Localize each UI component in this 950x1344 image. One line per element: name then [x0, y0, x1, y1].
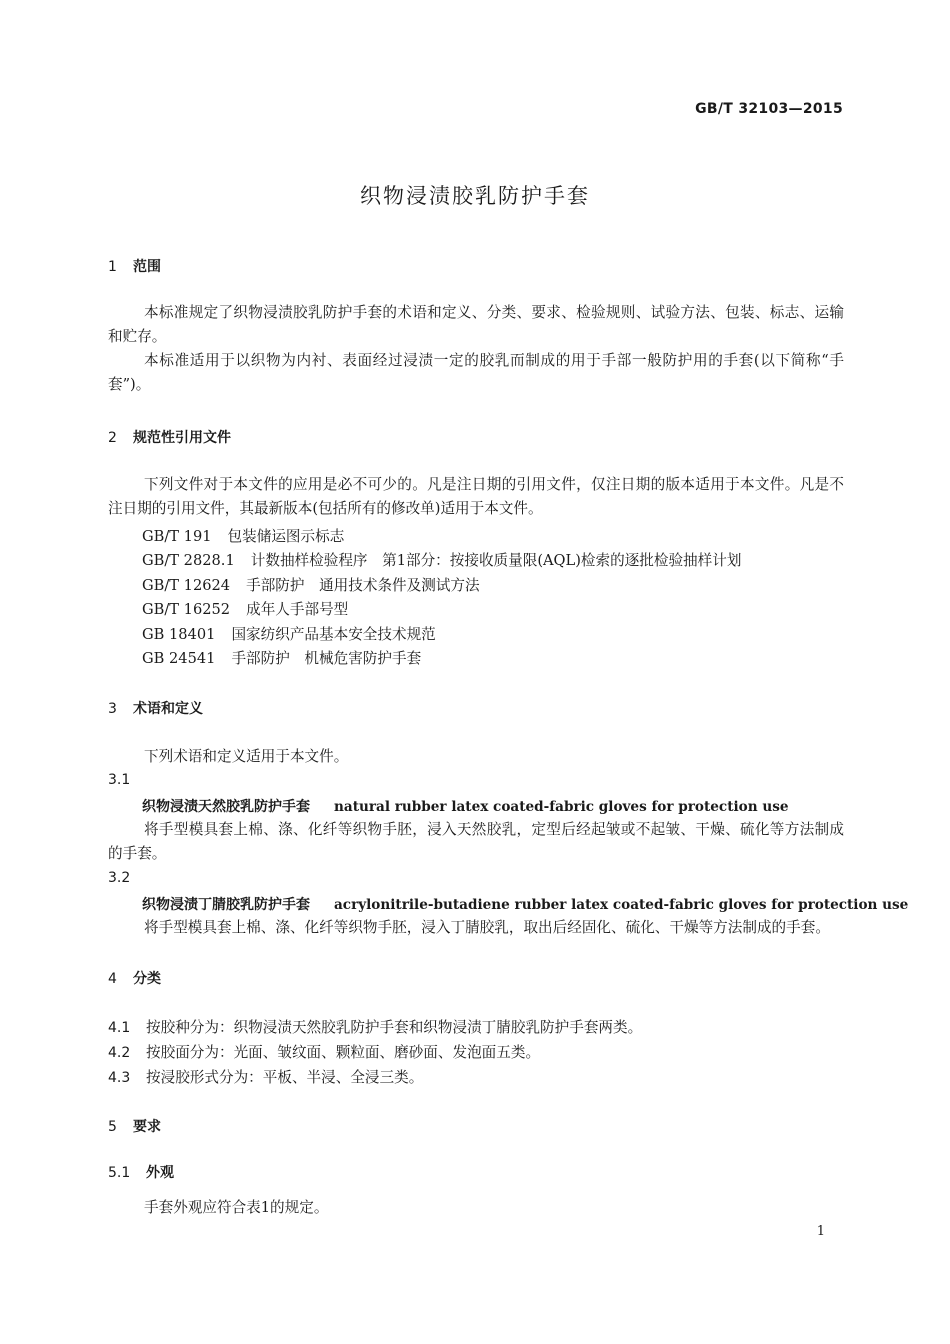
classification-item — [108, 1016, 642, 1037]
paragraph: 本标准规定了织物浸渍胶乳防护手套的术语和定义、分类、要求、检验规则、试验方法、包装、标志、运输和贮存。 — [108, 304, 844, 345]
document-title: 织物浸渍胶乳防护手套 — [360, 184, 590, 208]
section-title: 要求 — [133, 1119, 161, 1135]
term-entry — [142, 894, 908, 914]
section-3-heading — [108, 698, 203, 718]
term-chinese: 织物浸渍丁腈胶乳防护手套 — [142, 897, 310, 913]
paragraph: 本标准适用于以织物为内衬、表面经过浸渍一定的胶乳而制成的用于手部一般防护用的手套(以下简称“手套”)。 — [108, 352, 844, 393]
section-number: 1 — [108, 259, 117, 275]
section-2-heading — [108, 427, 231, 447]
reference-title: 包装储运图示标志 — [227, 528, 345, 545]
page-number: 1 — [816, 1224, 825, 1239]
section-title: 范围 — [133, 259, 161, 275]
reference-title: 手部防护 通用技术条件及测试方法 — [246, 577, 480, 594]
reference-title: 国家纺织产品基本安全技术规范 — [231, 626, 436, 643]
section-number: 2 — [108, 430, 117, 446]
section-title: 术语和定义 — [133, 701, 203, 717]
reference-title: 计数抽样检验程序 第1部分：按接收质量限(AQL)检索的逐批检验抽样计划 — [250, 552, 742, 569]
reference-title: 手部防护 机械危害防护手套 — [231, 650, 422, 667]
term-entry — [142, 796, 789, 816]
reference-item — [142, 549, 741, 570]
item-text: 按胶种分为：织物浸渍天然胶乳防护手套和织物浸渍丁腈胶乳防护手套两类。 — [146, 1019, 643, 1036]
item-text: 按浸胶形式分为：平板、半浸、全浸三类。 — [146, 1069, 424, 1086]
section-4-heading — [108, 968, 161, 988]
classification-item — [108, 1066, 423, 1087]
reference-code: GB/T 2828.1 — [142, 552, 235, 569]
paragraph: 下列术语和定义适用于本文件。 — [144, 748, 349, 765]
subsection-title: 外观 — [146, 1165, 174, 1181]
item-text: 按胶面分为：光面、皱纹面、颗粒面、磨砂面、发泡面五类。 — [146, 1044, 541, 1061]
section-5-heading — [108, 1116, 161, 1136]
item-number: 4.3 — [108, 1070, 131, 1086]
term-number: 3.1 — [108, 772, 131, 788]
subsection-number: 5.1 — [108, 1165, 131, 1181]
paragraph: 手套外观应符合表1的规定。 — [144, 1199, 329, 1216]
section-number: 5 — [108, 1119, 117, 1135]
reference-code: GB 18401 — [142, 626, 216, 643]
section-title: 分类 — [133, 971, 161, 987]
reference-code: GB 24541 — [142, 650, 216, 667]
term-english: natural rubber latex coated-fabric gloves for protection use — [334, 799, 789, 815]
term-definition: 将手型模具套上棉、涤、化纤等织物手胚，浸入天然胶乳，定型后经起皱或不起皱、干燥、硫化等方法制成的手套。 — [108, 821, 844, 862]
paragraph: 下列文件对于本文件的应用是必不可少的。凡是注日期的引用文件，仅注日期的版本适用于本文件。凡是不注日期的引用文件，其最新版本(包括所有的修改单)适用于本文件。 — [108, 476, 844, 517]
term-definition: 将手型模具套上棉、涤、化纤等织物手胚，浸入丁腈胶乳，取出后经固化、硫化、干燥等方法制成的手套。 — [144, 919, 830, 936]
reference-code: GB/T 16252 — [142, 601, 231, 618]
reference-item — [142, 598, 348, 619]
reference-title: 成年人手部号型 — [246, 601, 349, 618]
reference-item — [142, 574, 480, 595]
reference-item — [142, 525, 344, 546]
reference-code: GB/T 12624 — [142, 577, 231, 594]
term-chinese: 织物浸渍天然胶乳防护手套 — [142, 799, 310, 815]
classification-item — [108, 1041, 540, 1062]
reference-item — [142, 647, 421, 668]
section-number: 4 — [108, 971, 117, 987]
subsection-5-1-heading — [108, 1162, 174, 1182]
item-number: 4.2 — [108, 1045, 131, 1061]
section-title: 规范性引用文件 — [133, 430, 231, 446]
term-english: acrylonitrile-butadiene rubber latex coated-fabric gloves for protection use — [334, 897, 909, 913]
term-number: 3.2 — [108, 870, 131, 886]
item-number: 4.1 — [108, 1020, 131, 1036]
reference-code: GB/T 191 — [142, 528, 212, 545]
reference-item — [142, 623, 436, 644]
section-1-heading — [108, 256, 161, 276]
section-number: 3 — [108, 701, 117, 717]
standard-code: GB/T 32103—2015 — [695, 101, 843, 117]
